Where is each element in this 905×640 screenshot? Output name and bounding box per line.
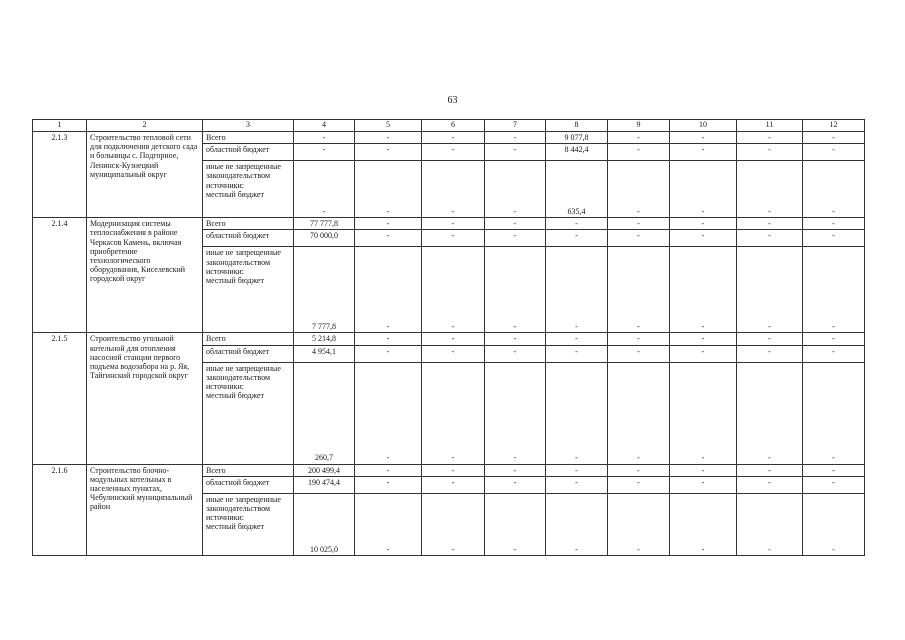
value-cell: - (294, 144, 355, 161)
value-cell: - (546, 333, 608, 345)
value-cell: - (546, 476, 608, 493)
funding-source: областной бюджет (203, 345, 294, 362)
funding-source: иные не запрещенные законодательством источники: местный бюджет (203, 493, 294, 555)
funding-source: Всего (203, 333, 294, 345)
budget-table (32, 119, 865, 556)
value-cell: - (608, 345, 670, 362)
value-cell: 200 499,4 (294, 464, 355, 476)
value-cell: - (670, 218, 737, 230)
value-cell: - (608, 132, 670, 144)
value-cell: - (670, 493, 737, 555)
value-cell: - (422, 345, 485, 362)
value-cell: - (546, 362, 608, 464)
table-row (33, 464, 865, 476)
value-cell: - (422, 144, 485, 161)
value-cell: - (670, 132, 737, 144)
header-cell: 6 (422, 120, 485, 132)
value-cell: - (670, 144, 737, 161)
row-code: 2.1.5 (33, 333, 87, 464)
value-cell: - (485, 333, 546, 345)
value-cell: - (803, 493, 865, 555)
value-cell: - (355, 345, 422, 362)
header-row (33, 120, 865, 132)
row-name: Строительство тепловой сети для подключения детского сада и больницы с. Подгорное, Ленинск-Кузнецкий муниципальный округ (87, 132, 203, 218)
value-cell: - (608, 464, 670, 476)
funding-source: иные не запрещенные законодательством источники: местный бюджет (203, 247, 294, 333)
value-cell: - (737, 161, 803, 218)
value-cell: - (294, 161, 355, 218)
value-cell: - (422, 218, 485, 230)
value-cell: - (485, 218, 546, 230)
value-cell: - (803, 464, 865, 476)
header-cell: 1 (33, 120, 87, 132)
value-cell: - (608, 218, 670, 230)
value-cell: - (422, 476, 485, 493)
value-cell: - (608, 493, 670, 555)
value-cell: - (355, 333, 422, 345)
value-cell: - (355, 161, 422, 218)
value-cell: - (803, 345, 865, 362)
value-cell: - (355, 247, 422, 333)
value-cell: - (485, 247, 546, 333)
value-cell: - (422, 493, 485, 555)
value-cell: - (485, 464, 546, 476)
row-code: 2.1.3 (33, 132, 87, 218)
page-number: 63 (447, 95, 458, 106)
value-cell: - (546, 464, 608, 476)
value-cell: - (546, 247, 608, 333)
value-cell: - (670, 247, 737, 333)
value-cell: - (608, 362, 670, 464)
table-row (33, 132, 865, 144)
value-cell: 635,4 (546, 161, 608, 218)
header-cell: 8 (546, 120, 608, 132)
row-code: 2.1.4 (33, 218, 87, 333)
header-cell: 11 (737, 120, 803, 132)
value-cell: - (355, 464, 422, 476)
value-cell: - (608, 247, 670, 333)
funding-source: иные не запрещенные законодательством источники: местный бюджет (203, 161, 294, 218)
value-cell: - (355, 218, 422, 230)
value-cell: - (485, 230, 546, 247)
value-cell: - (422, 464, 485, 476)
value-cell: - (737, 144, 803, 161)
value-cell: - (355, 362, 422, 464)
value-cell: - (355, 144, 422, 161)
value-cell: - (485, 493, 546, 555)
value-cell: - (803, 230, 865, 247)
header-cell: 10 (670, 120, 737, 132)
row-name: Модернизация системы теплоснабжения в районе Черкасов Камень, включая приобретение технологического оборудования, Киселевский городской округ (87, 218, 203, 333)
value-cell: - (737, 464, 803, 476)
value-cell: - (803, 218, 865, 230)
value-cell: - (608, 333, 670, 345)
value-cell: - (422, 132, 485, 144)
value-cell: - (608, 161, 670, 218)
value-cell: - (737, 345, 803, 362)
value-cell: - (422, 247, 485, 333)
header-cell: 9 (608, 120, 670, 132)
value-cell: - (422, 362, 485, 464)
value-cell: 260,7 (294, 362, 355, 464)
value-cell: - (422, 161, 485, 218)
value-cell: 9 077,8 (546, 132, 608, 144)
value-cell: - (546, 493, 608, 555)
value-cell: - (485, 144, 546, 161)
value-cell: - (546, 345, 608, 362)
row-name: Строительство блочно-модульных котельных в населенных пунктах, Чебулинский муниципальный район (87, 464, 203, 555)
value-cell: - (355, 230, 422, 247)
value-cell: - (737, 362, 803, 464)
funding-source: областной бюджет (203, 476, 294, 493)
value-cell: - (803, 161, 865, 218)
header-cell: 3 (203, 120, 294, 132)
value-cell: - (670, 333, 737, 345)
value-cell: - (737, 218, 803, 230)
funding-source: областной бюджет (203, 230, 294, 247)
row-code: 2.1.6 (33, 464, 87, 555)
value-cell: - (670, 230, 737, 247)
value-cell: - (670, 362, 737, 464)
funding-source: иные не запрещенные законодательством источники: местный бюджет (203, 362, 294, 464)
value-cell: - (803, 476, 865, 493)
row-name: Строительство угольной котельной для отопления насосной станции первого подъема водозабора на р. Яя, Тайгинский городской округ (87, 333, 203, 464)
value-cell: - (803, 132, 865, 144)
value-cell: - (355, 493, 422, 555)
value-cell: 190 474,4 (294, 476, 355, 493)
value-cell: 10 025,0 (294, 493, 355, 555)
value-cell: - (485, 362, 546, 464)
table-row (33, 333, 865, 345)
value-cell: - (485, 132, 546, 144)
value-cell: - (737, 132, 803, 144)
value-cell: - (422, 333, 485, 345)
value-cell: - (608, 476, 670, 493)
value-cell: - (737, 333, 803, 345)
value-cell: 7 777,8 (294, 247, 355, 333)
value-cell: - (803, 247, 865, 333)
value-cell: - (485, 476, 546, 493)
value-cell: 8 442,4 (546, 144, 608, 161)
value-cell: - (670, 476, 737, 493)
value-cell: - (608, 230, 670, 247)
value-cell: - (355, 476, 422, 493)
value-cell: - (737, 493, 803, 555)
header-cell: 5 (355, 120, 422, 132)
table-row (33, 218, 865, 230)
value-cell: - (485, 345, 546, 362)
value-cell: 5 214,8 (294, 333, 355, 345)
funding-source: областной бюджет (203, 144, 294, 161)
value-cell: - (803, 333, 865, 345)
value-cell: - (546, 218, 608, 230)
value-cell: 70 000,0 (294, 230, 355, 247)
funding-source: Всего (203, 218, 294, 230)
value-cell: - (670, 161, 737, 218)
value-cell: - (670, 464, 737, 476)
value-cell: - (608, 144, 670, 161)
header-cell: 2 (87, 120, 203, 132)
funding-source: Всего (203, 132, 294, 144)
value-cell: 77 777,8 (294, 218, 355, 230)
value-cell: - (737, 476, 803, 493)
value-cell: - (546, 230, 608, 247)
value-cell: - (422, 230, 485, 247)
header-cell: 12 (803, 120, 865, 132)
value-cell: - (737, 247, 803, 333)
funding-source: Всего (203, 464, 294, 476)
header-cell: 7 (485, 120, 546, 132)
value-cell: - (485, 161, 546, 218)
value-cell: - (803, 362, 865, 464)
value-cell: 4 954,1 (294, 345, 355, 362)
value-cell: - (294, 132, 355, 144)
header-cell: 4 (294, 120, 355, 132)
value-cell: - (670, 345, 737, 362)
value-cell: - (355, 132, 422, 144)
value-cell: - (803, 144, 865, 161)
value-cell: - (737, 230, 803, 247)
